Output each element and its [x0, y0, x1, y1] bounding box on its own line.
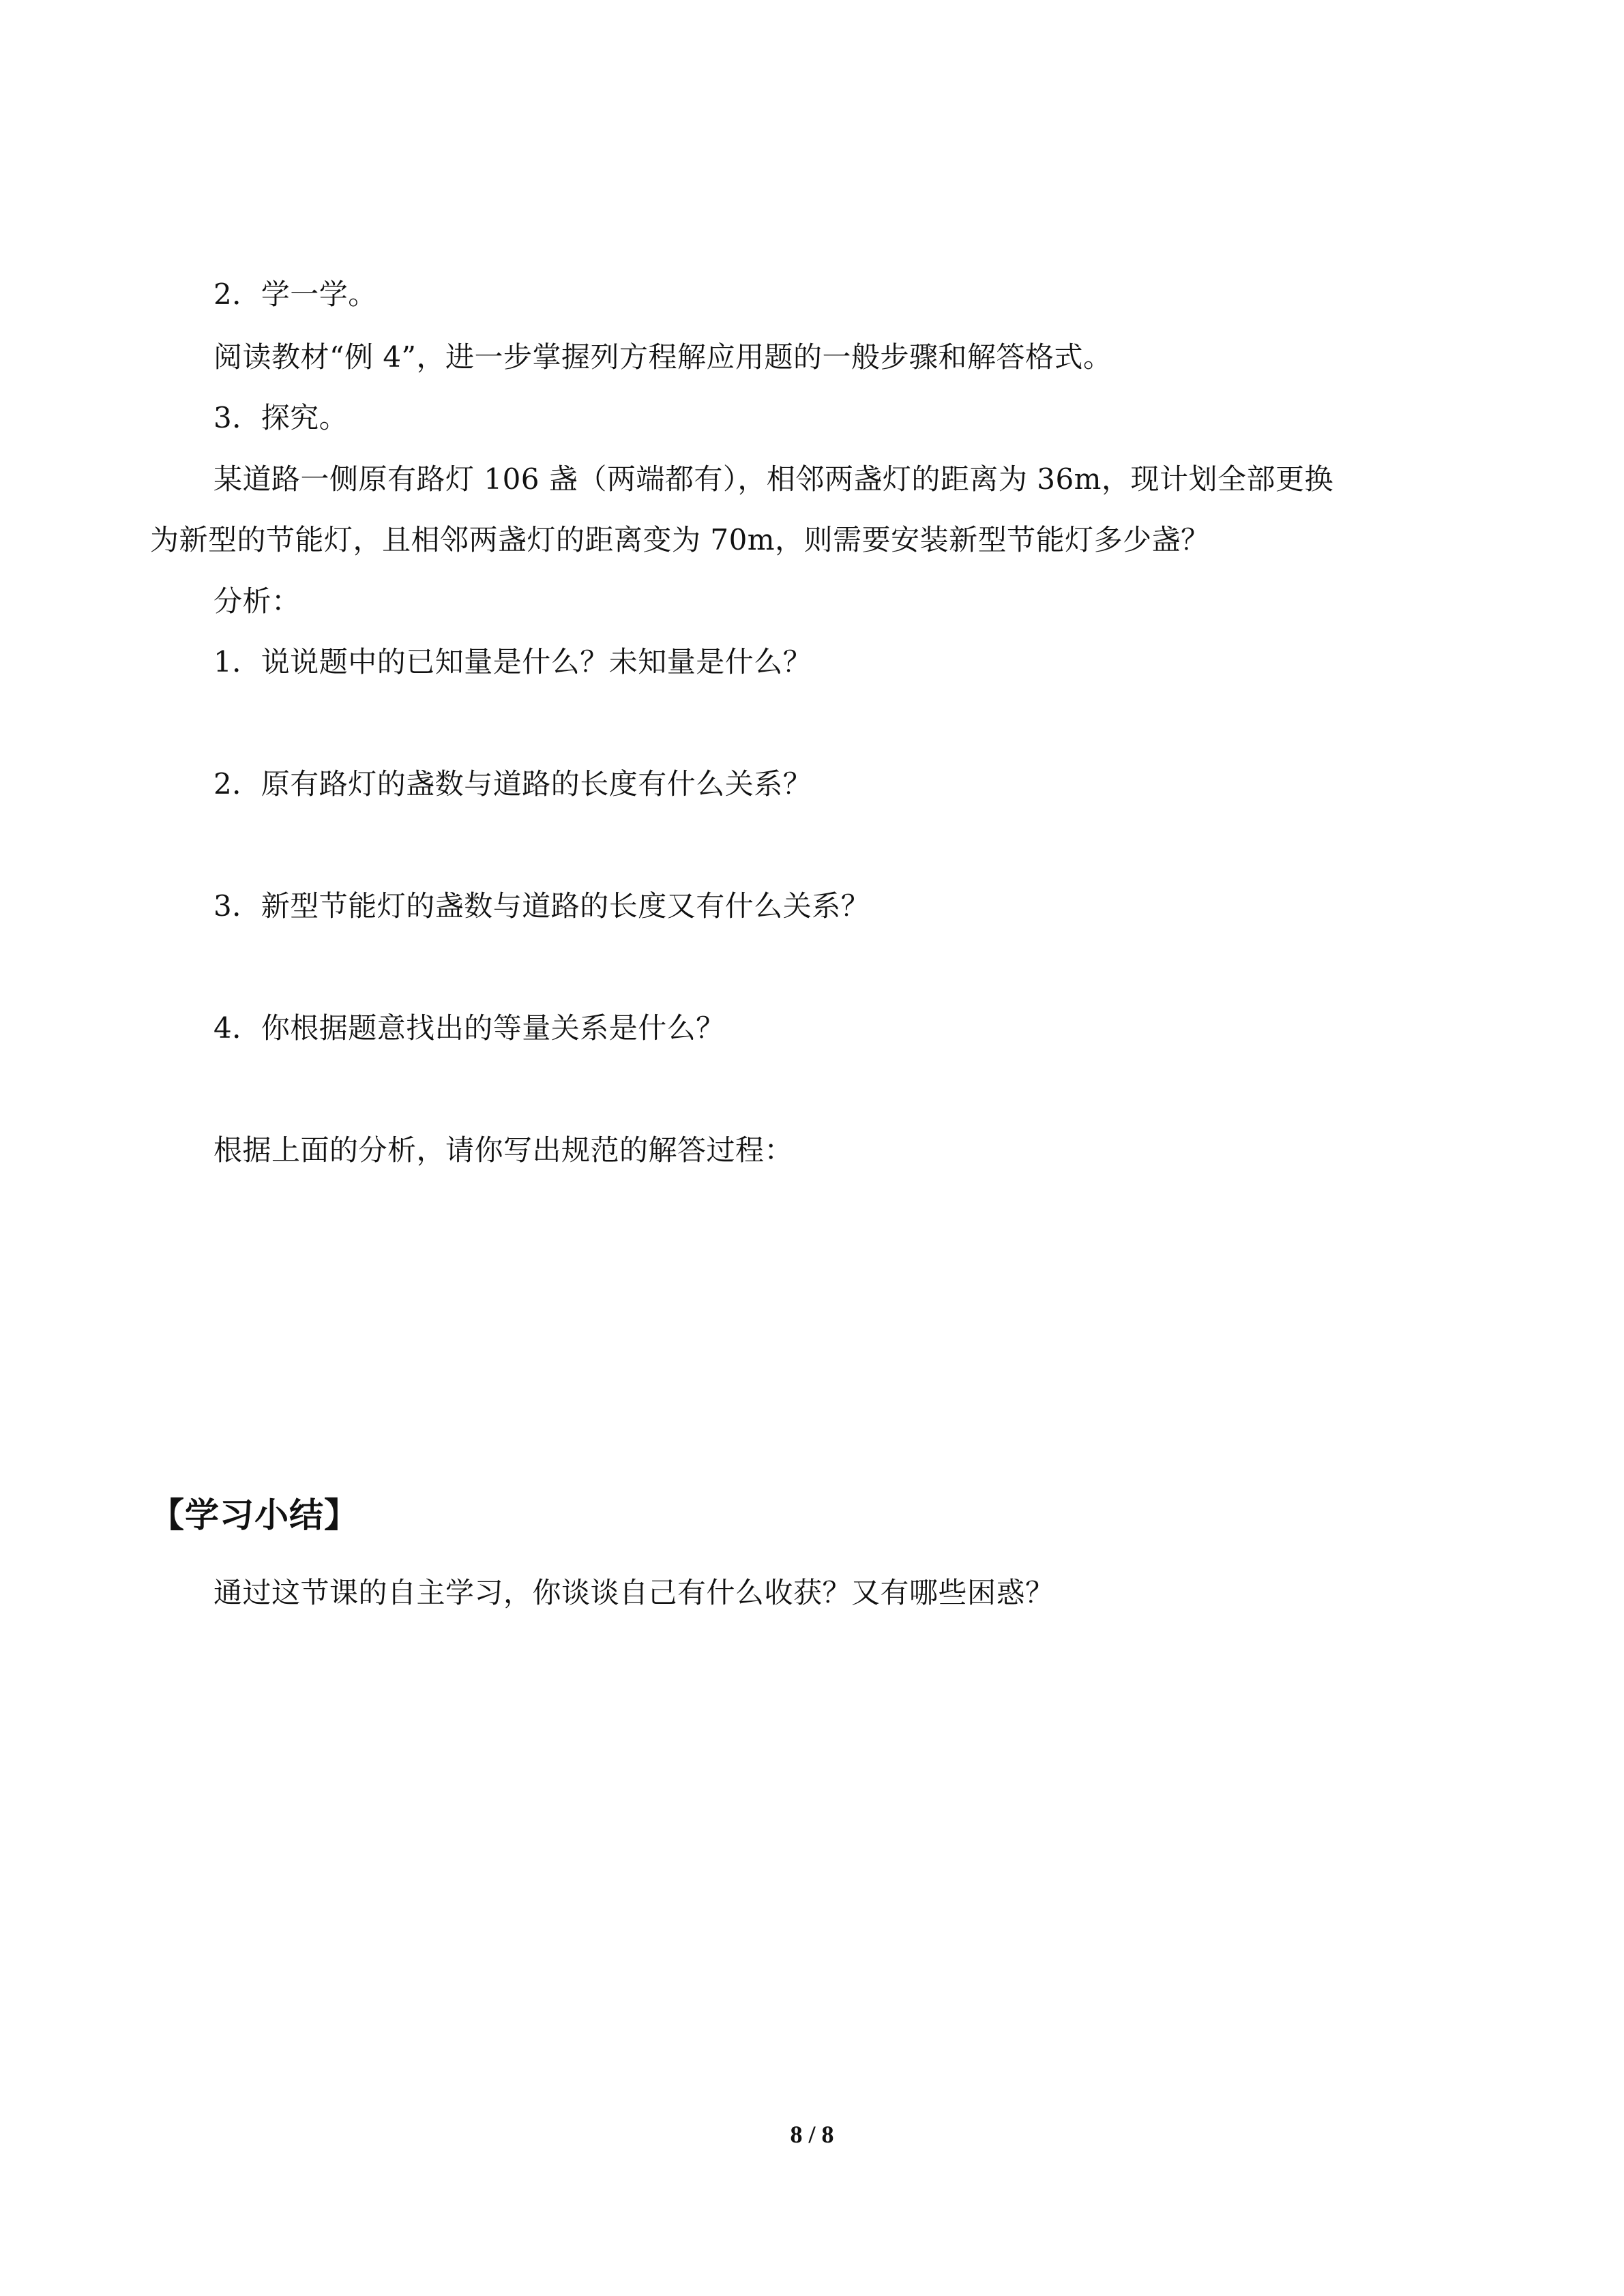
problem-line-2: 为新型的节能灯，且相邻两盏灯的距离变为 70m，则需要安装新型节能灯多少盏？ — [150, 523, 1210, 556]
summary-heading: 【学习小结】 — [150, 1495, 359, 1535]
learn-text: 阅读教材“例 4”，进一步掌握列方程解应用题的一般步骤和解答格式。 — [213, 340, 1112, 374]
solution-prompt: 根据上面的分析，请你写出规范的解答过程： — [213, 1133, 794, 1167]
analysis-question-3: 3．新型节能灯的盏数与道路的长度又有什么关系？ — [213, 889, 870, 923]
summary-text: 通过这节课的自主学习，你谈谈自己有什么收获？又有哪些困惑？ — [213, 1576, 1054, 1609]
problem-line-1: 某道路一侧原有路灯 106 盏（两端都有），相邻两盏灯的距离为 36m，现计划全部更换 — [213, 462, 1333, 496]
analysis-question-2: 2．原有路灯的盏数与道路的长度有什么关系？ — [213, 767, 812, 801]
analysis-question-1: 1．说说题中的已知量是什么？未知量是什么？ — [213, 645, 812, 679]
analysis-question-4: 4．你根据题意找出的等量关系是什么？ — [213, 1011, 725, 1045]
learn-heading: 2．学一学。 — [213, 278, 377, 311]
explore-heading: 3．探究。 — [213, 401, 349, 434]
page-number: 8 / 8 — [790, 2121, 834, 2148]
analysis-label: 分析： — [213, 584, 301, 618]
